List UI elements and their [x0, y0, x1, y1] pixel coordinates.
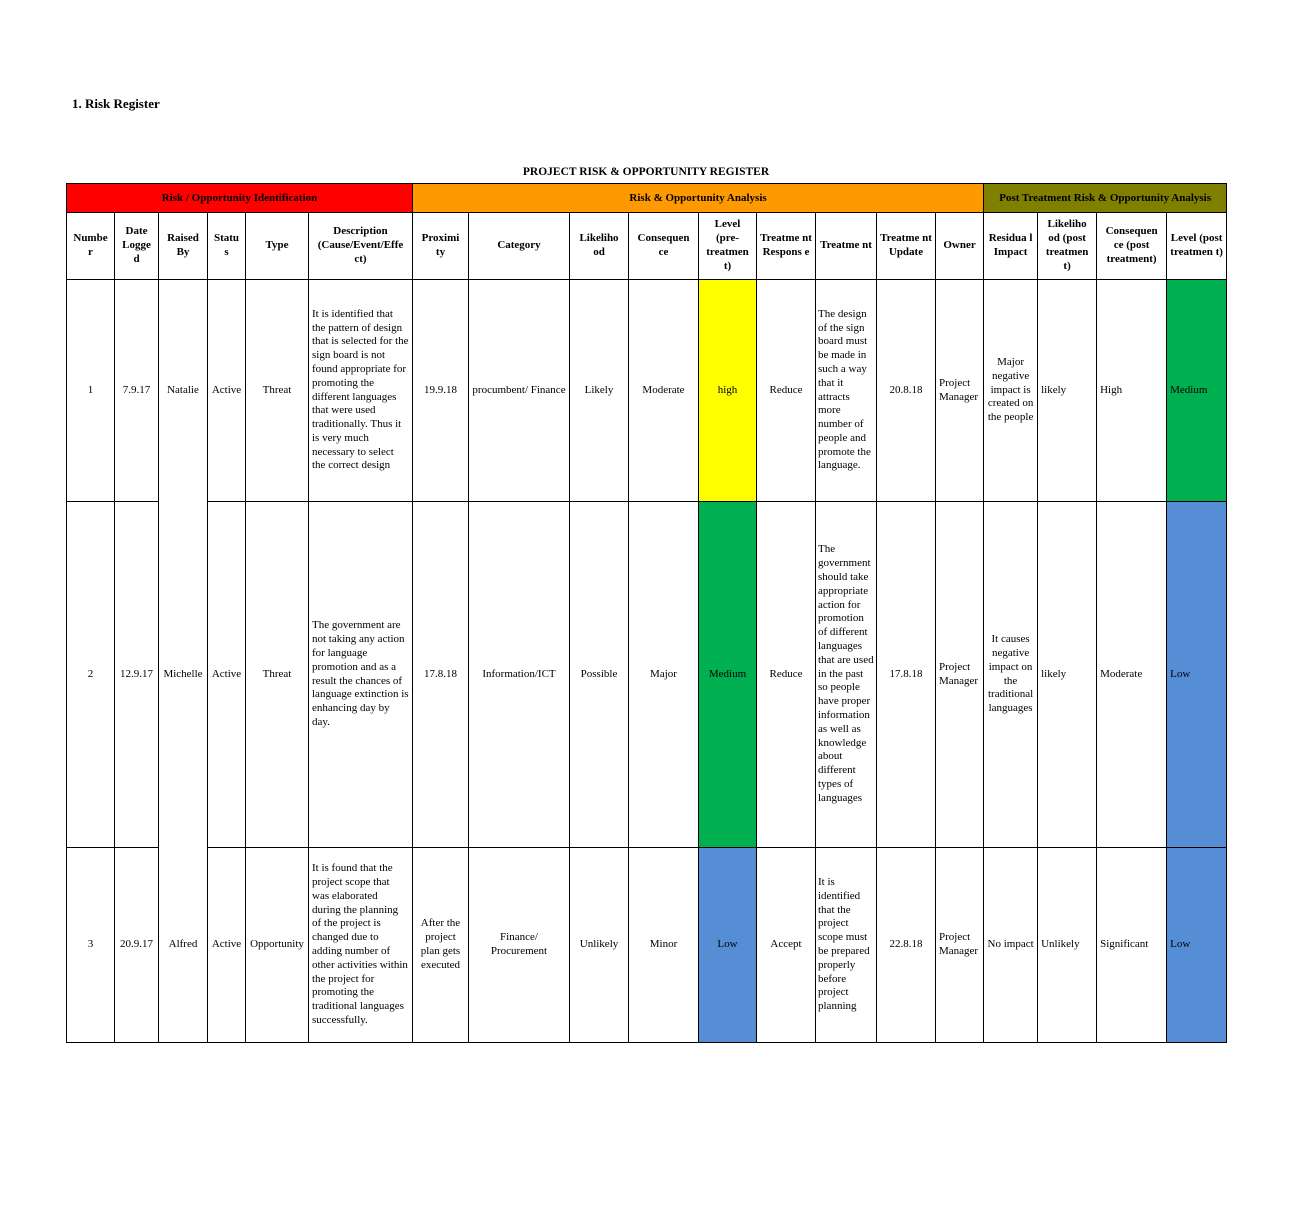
cell-likelihood-post: Unlikely: [1038, 848, 1097, 1043]
page-heading: 1. Risk Register: [72, 96, 160, 111]
col-owner: Owner: [936, 213, 984, 280]
cell-treatment: The government should take appropriate action for promotion of different languages that are used in the past so people have proper information as well as knowledge about different types of languages: [816, 502, 877, 848]
cell-treatment-update: 17.8.18: [877, 502, 936, 848]
col-category: Category: [469, 213, 570, 280]
cell-status: Active: [208, 280, 246, 502]
cell-level-post: Low: [1167, 848, 1227, 1043]
col-treatment-response: Treatme nt Respons e: [757, 213, 816, 280]
cell-date-logged: 20.9.17: [115, 848, 159, 1043]
cell-consequence-post: High: [1097, 280, 1167, 502]
cell-likelihood: Likely: [570, 280, 629, 502]
col-proximity: Proximi ty: [413, 213, 469, 280]
col-consequence-post: Consequen ce (post treatment): [1097, 213, 1167, 280]
cell-description: It is identified that the pattern of design that is selected for the sign board is not found appropriate for promoting the different languages that were used traditionally. Thus it is very much necessary to select the correct design: [309, 280, 413, 502]
section-identification: Risk / Opportunity Identification: [67, 184, 413, 213]
cell-consequence-post: Moderate: [1097, 502, 1167, 848]
cell-raised-by: Natalie: [159, 280, 208, 502]
col-treatment-update: Treatme nt Update: [877, 213, 936, 280]
cell-treatment-response: Reduce: [757, 502, 816, 848]
cell-category: Information/ICT: [469, 502, 570, 848]
cell-likelihood-post: likely: [1038, 502, 1097, 848]
cell-level-pre: high: [699, 280, 757, 502]
cell-level-post: Medium: [1167, 280, 1227, 502]
cell-level-pre: Medium: [699, 502, 757, 848]
cell-consequence: Minor: [629, 848, 699, 1043]
col-raised-by: Raised By: [159, 213, 208, 280]
cell-consequence: Moderate: [629, 280, 699, 502]
cell-consequence-post: Significant: [1097, 848, 1167, 1043]
cell-type: Opportunity: [246, 848, 309, 1043]
cell-status: Active: [208, 502, 246, 848]
table-row: [67, 502, 1227, 848]
col-level-pre: Level (pre-treatmen t): [699, 213, 757, 280]
register-title: PROJECT RISK & OPPORTUNITY REGISTER: [522, 166, 770, 178]
cell-residual-impact: No impact: [984, 848, 1038, 1043]
col-status: Statu s: [208, 213, 246, 280]
col-number: Numbe r: [67, 213, 115, 280]
cell-category: Finance/ Procurement: [469, 848, 570, 1043]
table-row: [67, 848, 1227, 1043]
cell-proximity: 17.8.18: [413, 502, 469, 848]
cell-raised-by: Alfred: [159, 848, 208, 1043]
table-row: [67, 280, 1227, 502]
cell-owner: Project Manager: [936, 502, 984, 848]
col-likelihood-post: Likeliho od (post treatmen t): [1038, 213, 1097, 280]
cell-treatment: It is identified that the project scope must be prepared properly before project planning: [816, 848, 877, 1043]
section-analysis: Risk & Opportunity Analysis: [413, 184, 984, 213]
risk-register-table: [66, 183, 1227, 1043]
cell-date-logged: 12.9.17: [115, 502, 159, 848]
col-type: Type: [246, 213, 309, 280]
col-description: Description (Cause/Event/Effe ct): [309, 213, 413, 280]
column-header-row: [67, 213, 1227, 280]
cell-likelihood: Unlikely: [570, 848, 629, 1043]
cell-residual-impact: It causes negative impact on the traditional languages: [984, 502, 1038, 848]
cell-type: Threat: [246, 280, 309, 502]
cell-treatment-response: Reduce: [757, 280, 816, 502]
section-header-row: [67, 184, 1227, 213]
cell-description: The government are not taking any action for language promotion and as a result the chances of language extinction is enhancing day by day.: [309, 502, 413, 848]
cell-number: 2: [67, 502, 115, 848]
cell-level-post: Low: [1167, 502, 1227, 848]
col-consequence: Consequen ce: [629, 213, 699, 280]
cell-proximity: 19.9.18: [413, 280, 469, 502]
col-treatment: Treatme nt: [816, 213, 877, 280]
cell-treatment-update: 20.8.18: [877, 280, 936, 502]
col-residual-impact: Residua l Impact: [984, 213, 1038, 280]
cell-date-logged: 7.9.17: [115, 280, 159, 502]
col-likelihood: Likeliho od: [570, 213, 629, 280]
cell-number: 1: [67, 280, 115, 502]
cell-proximity: After the project plan gets executed: [413, 848, 469, 1043]
cell-type: Threat: [246, 502, 309, 848]
col-date-logged: Date Logge d: [115, 213, 159, 280]
cell-level-pre: Low: [699, 848, 757, 1043]
cell-likelihood-post: likely: [1038, 280, 1097, 502]
cell-owner: Project Manager: [936, 848, 984, 1043]
col-level-post: Level (post treatmen t): [1167, 213, 1227, 280]
cell-likelihood: Possible: [570, 502, 629, 848]
cell-owner: Project Manager: [936, 280, 984, 502]
cell-residual-impact: Major negative impact is created on the people: [984, 280, 1038, 502]
cell-treatment-response: Accept: [757, 848, 816, 1043]
cell-raised-by: Michelle: [159, 502, 208, 848]
cell-category: procumbent/ Finance: [469, 280, 570, 502]
cell-number: 3: [67, 848, 115, 1043]
cell-treatment-update: 22.8.18: [877, 848, 936, 1043]
cell-consequence: Major: [629, 502, 699, 848]
section-post-treatment: Post Treatment Risk & Opportunity Analysis: [984, 184, 1227, 213]
cell-status: Active: [208, 848, 246, 1043]
cell-description: It is found that the project scope that was elaborated during the planning of the project is changed due to adding number of other activities within the project for promoting the traditional languages successfully.: [309, 848, 413, 1043]
cell-treatment: The design of the sign board must be made in such a way that it attracts more number of people and promote the language.: [816, 280, 877, 502]
